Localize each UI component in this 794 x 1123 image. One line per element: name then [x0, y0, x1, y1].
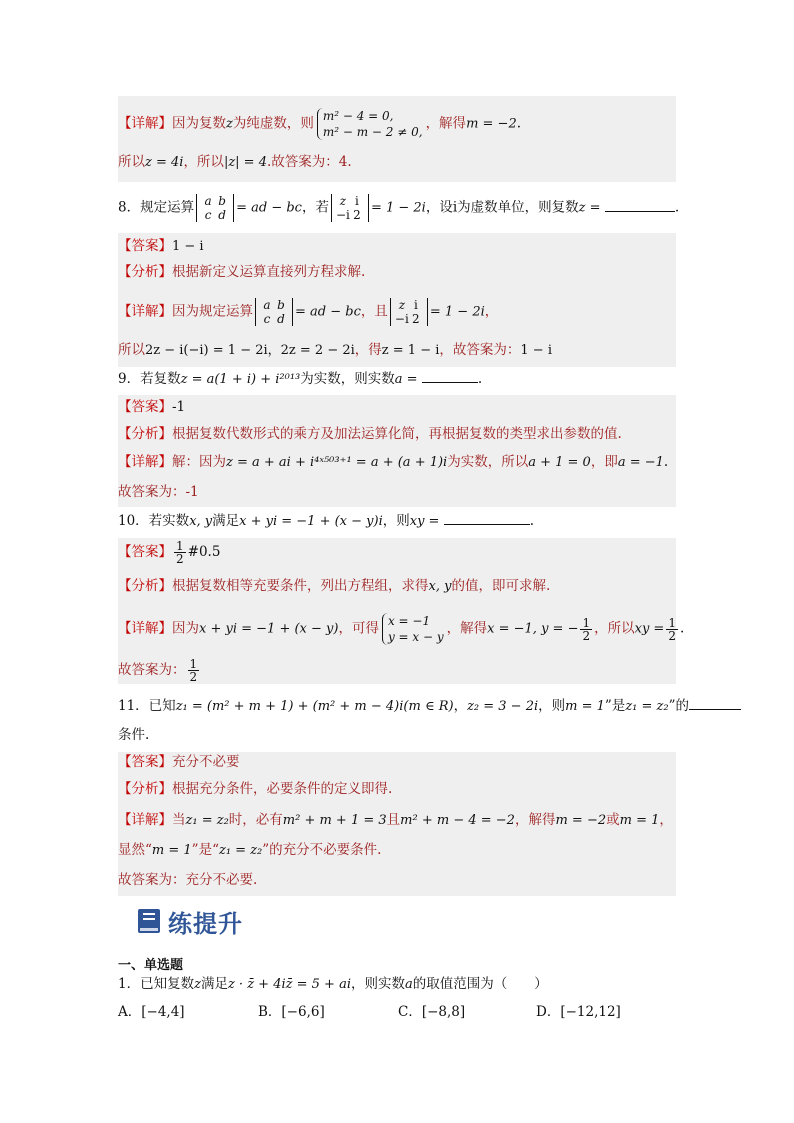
q8-detail: 【详解】因为规定运算 a b c d = ad − bc，且 z i −i 2 = 1 − 2i， — [118, 298, 499, 326]
q11-final: 故答案为：充分不必要. — [118, 872, 258, 888]
equation-system: m² − 4 = 0, m² − m − 2 ≠ 0, — [317, 108, 423, 140]
q9-stem: 9．若复数z = a(1 + i) + i²⁰¹³为实数，则实数a = . — [118, 368, 482, 390]
q11-stem-line2: 条件. — [118, 727, 150, 743]
q1-option-c: C．[−8,8] — [398, 1004, 466, 1020]
q9-answer: 【答案】-1 — [118, 399, 186, 415]
q11-conclusion: 显然“m = 1”是“z₁ = z₂”的充分不必要条件. — [118, 842, 382, 858]
part-heading: 一、单选题 — [118, 958, 184, 973]
equation-system: x = −1 y = x − y — [382, 613, 444, 645]
fraction: $\frac{1}{2}$ — [582, 615, 591, 643]
q8-answer: 【答案】1 − i — [118, 238, 204, 254]
q10-answer: 【答案】 $\frac{1}{2}$ #0.5 — [118, 539, 221, 566]
detail-tag: 【详解】 — [118, 115, 172, 132]
q9-final: 故答案为：-1 — [118, 484, 199, 500]
book-icon — [138, 909, 160, 933]
q8-conclusion: 所以2z − i(−i) = 1 − 2i，2z = 2 − 2i，得z = 1 − i，故答案为：1 − i — [118, 342, 552, 358]
determinant: a b c d — [255, 298, 293, 326]
q9-detail: 【详解】解：因为z = a + ai + i⁴ˣ⁵⁰³⁺¹ = a + (a + 1)i为实数，所以a + 1 = 0，即a = −1. — [118, 454, 669, 470]
q1-option-a: A．[−4,4] — [118, 1004, 185, 1020]
q1-option-d: D．[−12,12] — [536, 1004, 621, 1020]
q11-answer: 【答案】充分不必要 — [118, 754, 240, 770]
q1-option-b: B．[−6,6] — [258, 1004, 325, 1020]
solution-block-q9 — [118, 395, 676, 507]
q8-stem: 8．规定运算 a b c d = ad − bc，若 z i −i 2 = 1 − 2i，设i为虚数单位，则复数z = . — [118, 194, 680, 222]
section-title: 练提升 — [168, 909, 243, 938]
q7-detail-line: 【详解】因为复数z为纯虚数，则 m² − 4 = 0, m² − m − 2 ≠ 0, ，解得m = −2. — [118, 109, 522, 139]
answer-blank — [605, 197, 675, 212]
fraction: $\frac{1}{2}$ — [189, 657, 198, 684]
determinant: a b c d — [196, 194, 234, 222]
q7-answer-line: 所以z = 4i，所以|z| = 4.故答案为：4. — [118, 154, 352, 170]
q11-stem: 11．已知z₁ = (m² + m + 1) + (m² + m − 4)i(m ∈ R)，z₂ = 3 − 2i，则m = 1”是z₁ = z₂”的 — [118, 695, 741, 717]
determinant: z i −i 2 — [331, 194, 369, 222]
answer-blank — [689, 695, 741, 710]
q1-stem: 1．已知复数z满足z · z̄ + 4iz̄ = 5 + ai，则实数a的取值范围为（ ） — [118, 976, 548, 992]
q10-analysis: 【分析】根据复数相等充要条件，列出方程组，求得x, y的值，即可求解. — [118, 578, 551, 594]
answer-blank — [444, 510, 530, 525]
q10-final: 故答案为： $\frac{1}{2}$ — [118, 657, 198, 684]
q8-analysis: 【分析】根据新定义运算直接列方程求解. — [118, 264, 366, 280]
q10-stem: 10．若实数x, y满足x + yi = −1 + (x − y)i，则xy = . — [118, 510, 534, 532]
q10-detail: 【详解】因为x + yi = −1 + (x − y)，可得 x = −1 y = x − y ，解得x = −1, y = − $\frac{1}{2}$ ，所以xy = $\frac{1}{2}$ . — [118, 614, 685, 644]
q11-detail: 【详解】当z₁ = z₂时，必有m² + m + 1 = 3且m² + m − 4 = −2，解得m = −2或m = 1， — [118, 812, 673, 828]
section-header — [138, 906, 243, 936]
fraction: $\frac{1}{2}$ — [668, 615, 676, 643]
q11-analysis: 【分析】根据充分条件，必要条件的定义即得. — [118, 781, 393, 797]
determinant: z i −i 2 — [390, 298, 428, 326]
fraction: $\frac{1}{2}$ — [176, 539, 184, 566]
answer-blank — [422, 368, 478, 383]
q9-analysis: 【分析】根据复数代数形式的乘方及加法运算化简，再根据复数的类型求出参数的值. — [118, 426, 622, 442]
